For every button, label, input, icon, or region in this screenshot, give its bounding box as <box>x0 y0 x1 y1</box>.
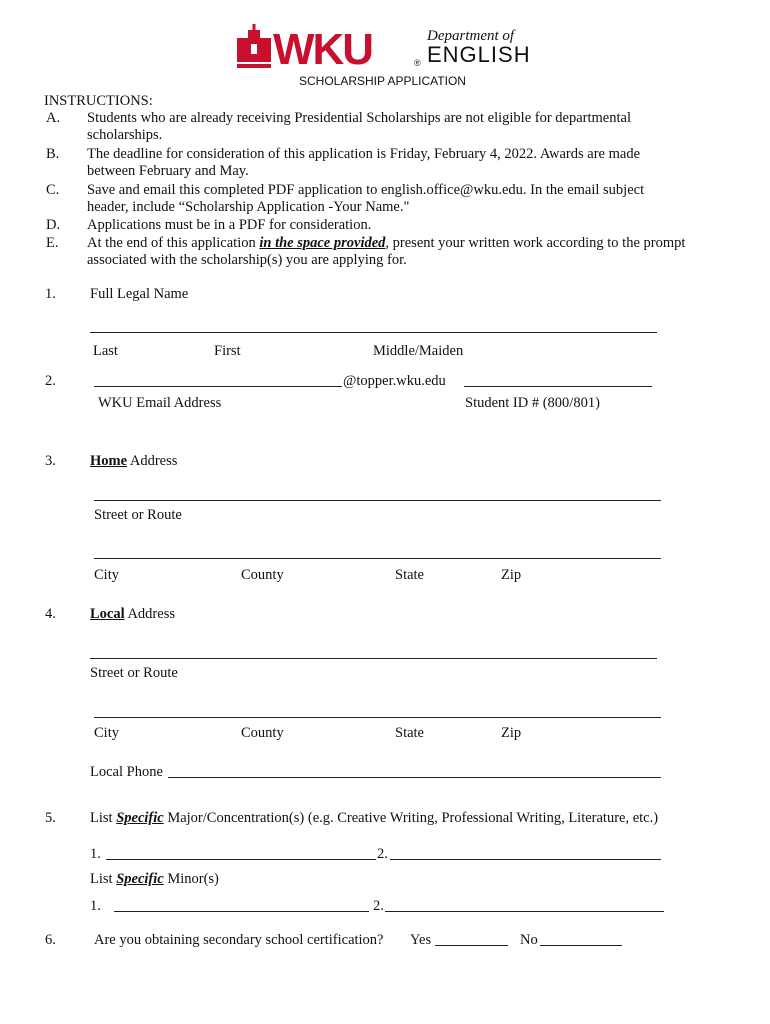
home-county-label: County <box>241 567 284 583</box>
instruction-text-part: At the end of this application <box>87 235 260 251</box>
middle-name-label: Middle/Maiden <box>373 343 464 359</box>
local-phone-label: Local Phone <box>90 764 163 780</box>
full-name-field[interactable] <box>90 332 657 333</box>
yes-label: Yes <box>410 932 432 948</box>
dept-name-text: ENGLISH <box>427 42 531 67</box>
home-city-field[interactable] <box>94 558 661 559</box>
first-name-label: First <box>214 343 241 359</box>
minor-two-field[interactable] <box>385 911 664 912</box>
instruction-text: The deadline for consideration of this application is Friday, February 4, 2022. Awards are made between February and May. <box>87 146 641 179</box>
instruction-letter: A. <box>46 110 61 126</box>
registered-mark: ® <box>414 58 421 68</box>
minor-one-number: 1. <box>90 898 101 914</box>
question-number: 5. <box>45 810 56 826</box>
question-number: 2. <box>45 373 56 389</box>
home-emphasis: Home <box>90 453 128 469</box>
form-title: SCHOLARSHIP APPLICATION <box>299 74 466 88</box>
major-label <box>90 810 658 827</box>
certification-question: Are you obtaining secondary school certification? <box>94 932 384 948</box>
local-street-field[interactable] <box>90 658 657 659</box>
major-label-part: List <box>90 810 117 826</box>
home-street-label: Street or Route <box>94 507 182 523</box>
major-one-number: 1. <box>90 846 101 862</box>
instructions-heading: INSTRUCTIONS: <box>44 93 153 109</box>
email-field[interactable] <box>94 386 342 387</box>
major-one-field[interactable] <box>106 859 376 860</box>
local-emphasis: Local <box>90 606 125 622</box>
local-zip-label: Zip <box>501 725 522 741</box>
local-city-field[interactable] <box>94 717 661 718</box>
emphasis-text: in the space provided <box>259 235 386 251</box>
major-label-part: Major/Concentration(s) (e.g. Creative Writing, Professional Writing, Literature, etc.) <box>163 810 659 826</box>
question-number: 6. <box>45 932 56 948</box>
home-label-rest: Address <box>127 453 178 469</box>
local-label-rest: Address <box>124 606 175 622</box>
local-address-label <box>90 606 175 623</box>
question-number: 4. <box>45 606 56 622</box>
instruction-text <box>87 235 687 269</box>
instruction-text: Applications must be in a PDF for consideration. <box>87 217 372 233</box>
no-label: No <box>520 932 538 948</box>
email-suffix: @topper.wku.edu <box>343 373 446 389</box>
instruction-letter: D. <box>46 217 61 233</box>
local-county-label: County <box>241 725 284 741</box>
local-street-label: Street or Route <box>90 665 178 681</box>
question-number: 3. <box>45 453 56 469</box>
home-city-label: City <box>94 567 119 583</box>
wku-wordmark: WKU <box>273 25 373 74</box>
student-id-label: Student ID # (800/801) <box>465 395 600 411</box>
cupola-icon <box>237 24 271 68</box>
minor-label-part: Minor(s) <box>163 871 219 887</box>
major-two-number: 2. <box>377 846 388 862</box>
instruction-text: Save and email this completed PDF application to english.office@wku.edu. In the email subject header, include “Scholarship Application -Your Name." <box>87 182 645 215</box>
instruction-letter: E. <box>46 235 59 251</box>
home-street-field[interactable] <box>94 500 661 501</box>
home-zip-label: Zip <box>501 567 522 583</box>
dept-of-text: Department of <box>427 28 515 44</box>
minor-two-number: 2. <box>373 898 384 914</box>
minor-one-field[interactable] <box>114 911 369 912</box>
minor-label-part: List <box>90 871 117 887</box>
instruction-text-part: , present your written work according to the prompt associated with the scholarship(s) you are applying for. <box>87 235 686 268</box>
no-field[interactable] <box>540 945 622 946</box>
wku-english-logo <box>237 24 547 74</box>
instruction-text: Students who are already receiving Presidential Scholarships are not eligible for departmental scholarships. <box>87 110 631 143</box>
email-label: WKU Email Address <box>98 395 222 411</box>
last-name-label: Last <box>93 343 118 359</box>
local-city-label: City <box>94 725 119 741</box>
student-id-field[interactable] <box>464 386 652 387</box>
minor-label <box>90 871 219 888</box>
yes-field[interactable] <box>435 945 508 946</box>
full-name-label: Full Legal Name <box>90 286 189 302</box>
minor-emphasis: Specific <box>116 871 164 887</box>
instruction-letter: C. <box>46 182 60 198</box>
home-address-label <box>90 453 177 470</box>
major-two-field[interactable] <box>390 859 661 860</box>
local-state-label: State <box>395 725 424 741</box>
question-number: 1. <box>45 286 56 302</box>
major-emphasis: Specific <box>116 810 164 826</box>
instruction-letter: B. <box>46 146 60 162</box>
home-state-label: State <box>395 567 424 583</box>
local-phone-field[interactable] <box>168 777 661 778</box>
